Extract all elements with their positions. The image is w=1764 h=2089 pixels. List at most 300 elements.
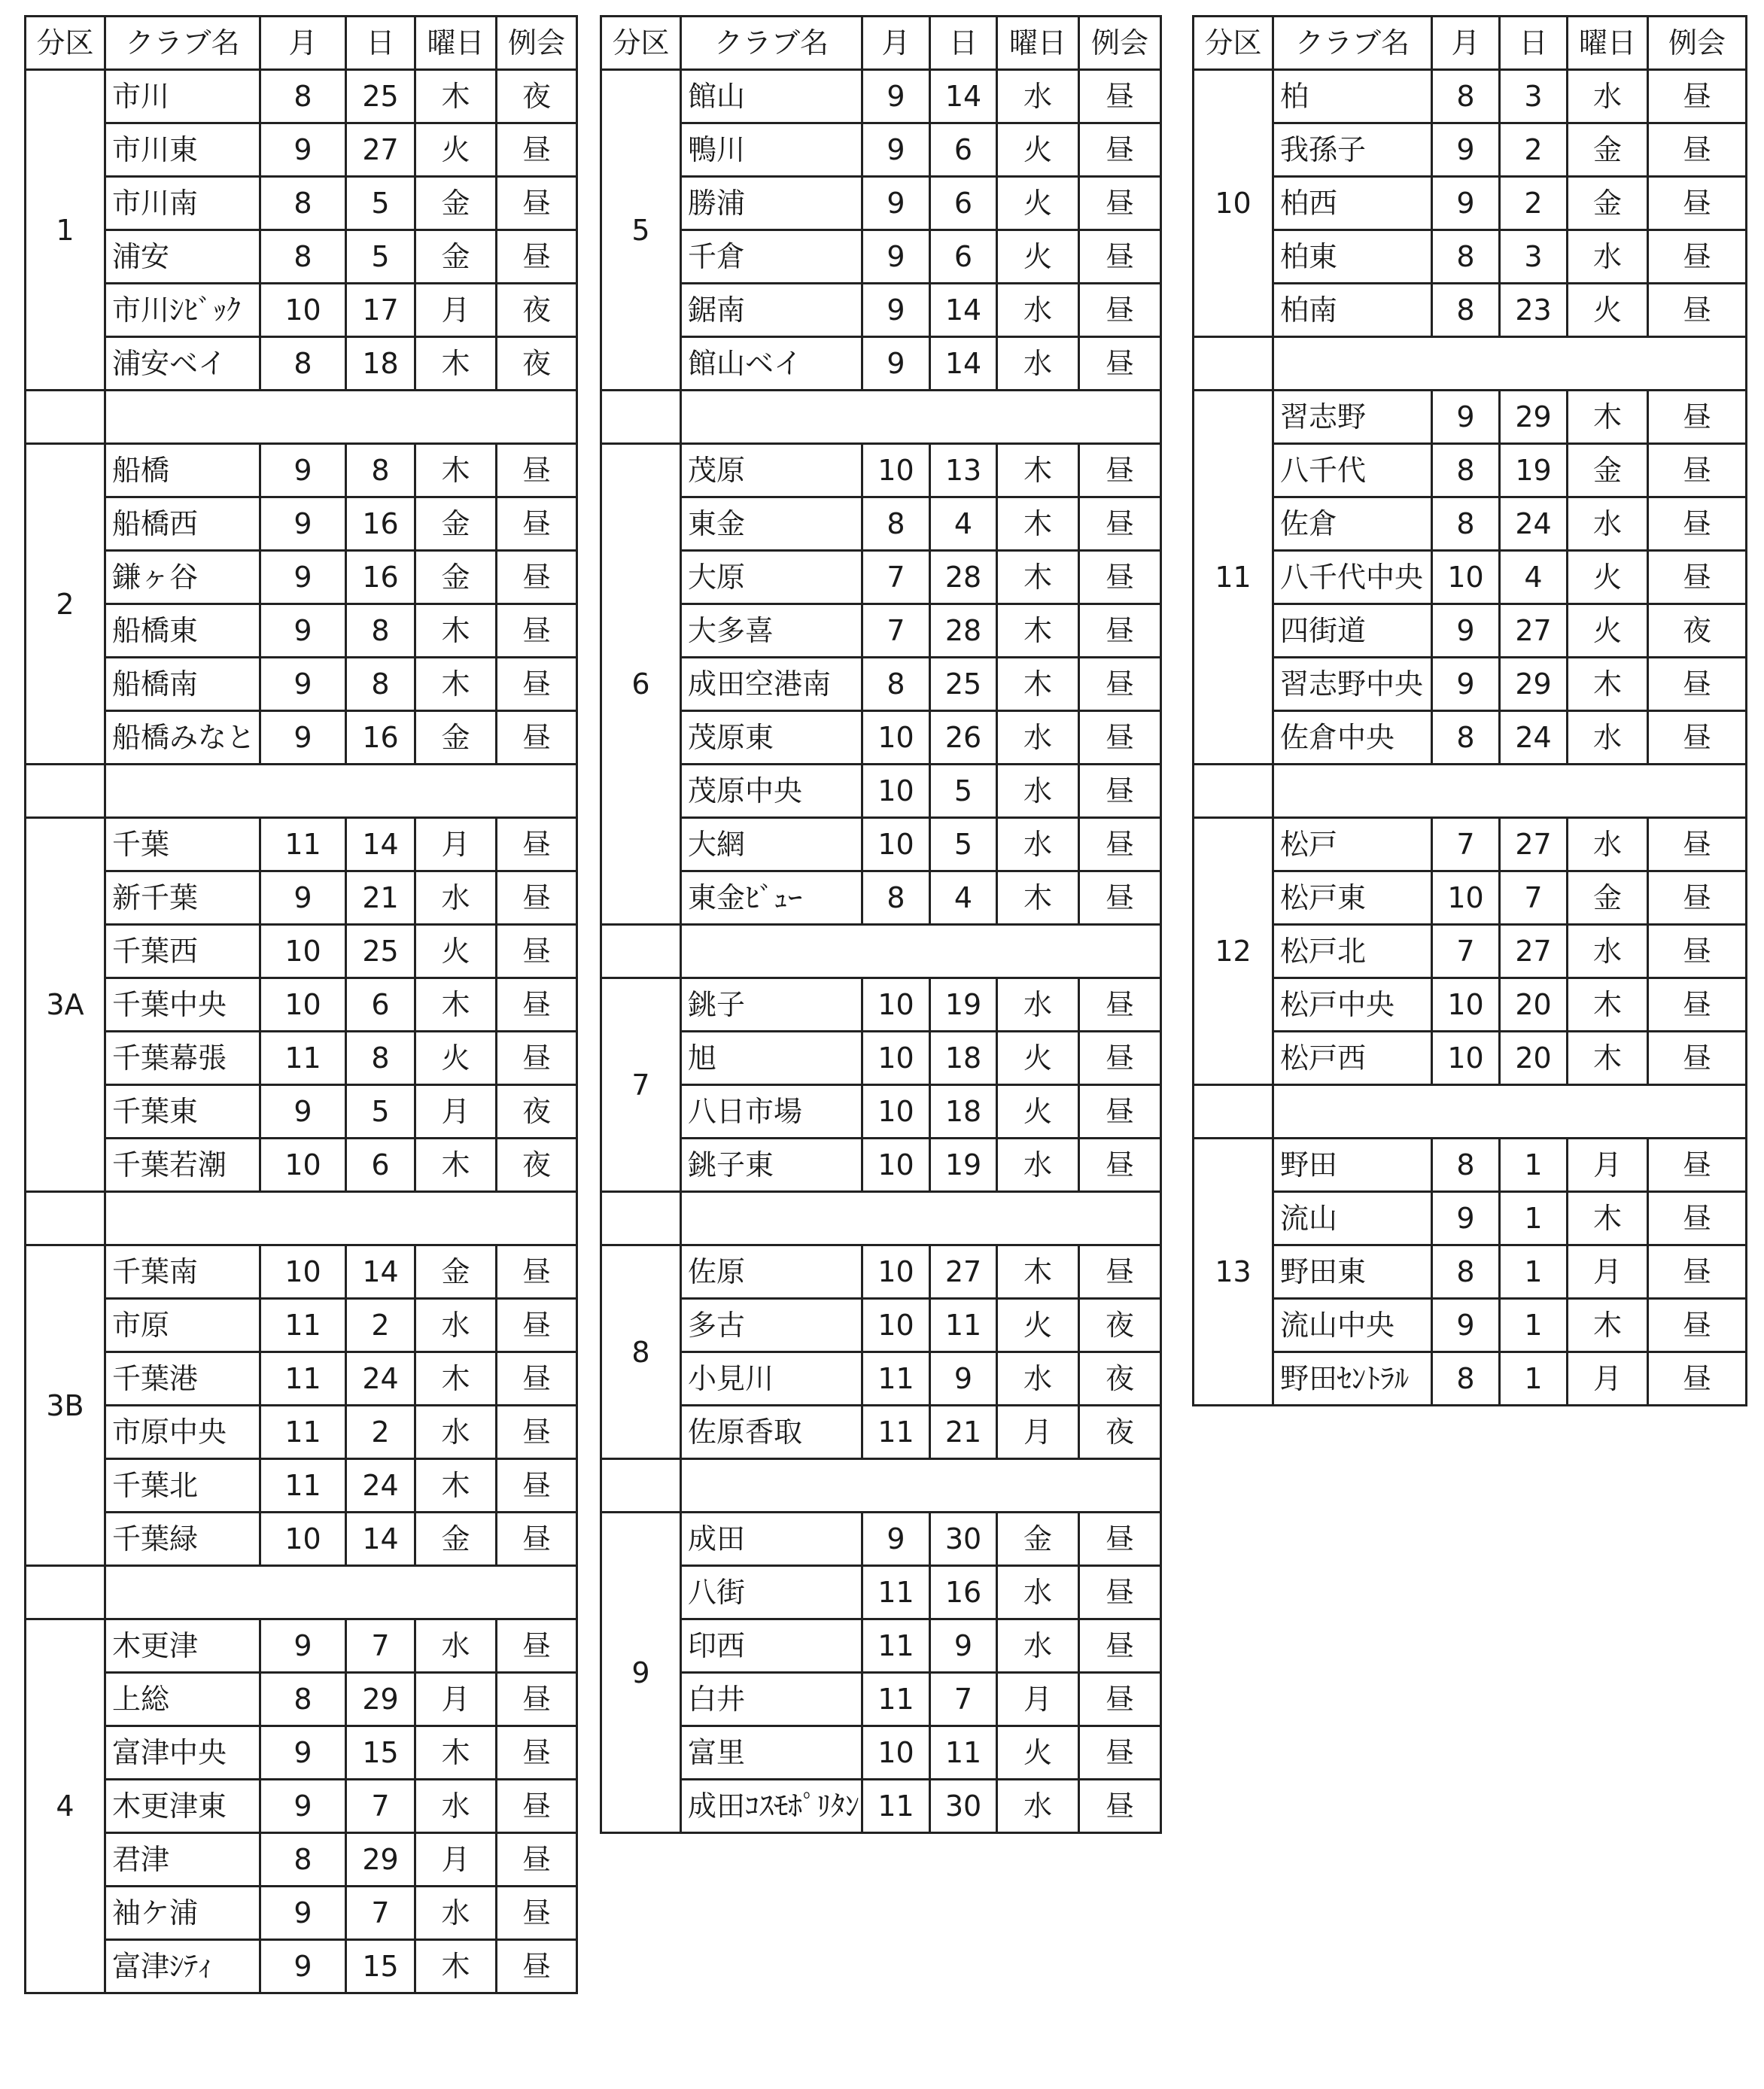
club-name-cell: 東金ﾋﾞｭｰ (681, 871, 862, 925)
weekday-cell: 火 (415, 1032, 497, 1085)
month-cell: 10 (260, 925, 346, 978)
day-cell: 24 (1500, 711, 1568, 765)
weekday-cell: 月 (415, 1085, 497, 1139)
weekday-cell: 火 (415, 123, 497, 177)
day-cell: 5 (346, 230, 415, 284)
table-row (26, 1299, 577, 1352)
club-name-cell: 千葉南 (105, 1245, 260, 1299)
day-cell: 5 (930, 818, 997, 871)
club-name-cell: 成田 (681, 1513, 862, 1566)
spacer-row (26, 1566, 577, 1619)
day-cell: 2 (346, 1406, 415, 1459)
month-cell: 10 (862, 765, 930, 818)
day-cell: 5 (346, 177, 415, 230)
club-name-cell: 茂原中央 (681, 765, 862, 818)
club-name-cell: 旭 (681, 1032, 862, 1085)
month-cell: 8 (862, 871, 930, 925)
weekday-cell: 木 (415, 337, 497, 391)
spacer-row (601, 1459, 1161, 1513)
weekday-cell: 木 (997, 871, 1079, 925)
club-name-cell: 千倉 (681, 230, 862, 284)
day-cell: 6 (930, 123, 997, 177)
month-cell: 10 (260, 978, 346, 1032)
spacer-cell (681, 1459, 1161, 1513)
month-cell: 9 (260, 604, 346, 658)
club-name-cell: 市原 (105, 1299, 260, 1352)
header-day: 日 (346, 17, 415, 70)
day-cell: 14 (930, 337, 997, 391)
meeting-cell: 夜 (497, 1085, 577, 1139)
weekday-cell: 木 (997, 1245, 1079, 1299)
table-row (1194, 70, 1747, 123)
club-name-cell: 成田空港南 (681, 658, 862, 711)
weekday-cell: 水 (415, 1887, 497, 1940)
month-cell: 8 (1432, 284, 1500, 337)
meeting-cell: 昼 (497, 1352, 577, 1406)
weekday-cell: 金 (415, 711, 497, 765)
day-cell: 7 (346, 1619, 415, 1673)
month-cell: 10 (1432, 1032, 1500, 1085)
meeting-cell: 昼 (1079, 1566, 1161, 1619)
weekday-cell: 金 (415, 497, 497, 551)
meeting-cell: 昼 (1079, 551, 1161, 604)
header-weekday: 曜日 (415, 17, 497, 70)
meeting-cell: 昼 (1648, 123, 1747, 177)
club-name-cell: 市原中央 (105, 1406, 260, 1459)
table-row (26, 1726, 577, 1780)
month-cell: 9 (1432, 177, 1500, 230)
club-name-cell: 柏南 (1273, 284, 1432, 337)
day-cell: 16 (930, 1566, 997, 1619)
day-cell: 18 (346, 337, 415, 391)
weekday-cell: 水 (997, 978, 1079, 1032)
month-cell: 8 (1432, 70, 1500, 123)
table-row (1194, 123, 1747, 177)
table-row (601, 177, 1161, 230)
spacer-cell (601, 1192, 681, 1245)
weekday-cell: 木 (415, 658, 497, 711)
division-cell: 7 (601, 978, 681, 1192)
club-name-cell: 佐倉中央 (1273, 711, 1432, 765)
spacer-cell (1194, 765, 1273, 818)
weekday-cell: 水 (415, 1406, 497, 1459)
table-row (1194, 177, 1747, 230)
weekday-cell: 木 (1568, 391, 1648, 444)
day-cell: 16 (346, 497, 415, 551)
meeting-cell: 昼 (1079, 1780, 1161, 1833)
club-name-cell: 鴨川 (681, 123, 862, 177)
club-name-cell: 八千代中央 (1273, 551, 1432, 604)
spacer-row (1194, 1085, 1747, 1139)
weekday-cell: 月 (1568, 1352, 1648, 1406)
weekday-cell: 木 (415, 1139, 497, 1192)
month-cell: 10 (862, 818, 930, 871)
club-name-cell: 千葉中央 (105, 978, 260, 1032)
month-cell: 9 (862, 1513, 930, 1566)
day-cell: 3 (1500, 70, 1568, 123)
weekday-cell: 水 (997, 765, 1079, 818)
month-cell: 9 (862, 123, 930, 177)
day-cell: 15 (346, 1940, 415, 1993)
day-cell: 24 (346, 1352, 415, 1406)
table-row (601, 70, 1161, 123)
weekday-cell: 水 (1568, 497, 1648, 551)
club-name-cell: 館山 (681, 70, 862, 123)
weekday-cell: 火 (997, 1726, 1079, 1780)
club-name-cell: 多古 (681, 1299, 862, 1352)
table-row (26, 1459, 577, 1513)
day-cell: 7 (1500, 871, 1568, 925)
day-cell: 17 (346, 284, 415, 337)
table-row (601, 230, 1161, 284)
day-cell: 8 (346, 444, 415, 497)
weekday-cell: 水 (1568, 711, 1648, 765)
club-name-cell: 銚子東 (681, 1139, 862, 1192)
weekday-cell: 木 (415, 978, 497, 1032)
day-cell: 27 (1500, 604, 1568, 658)
weekday-cell: 木 (997, 497, 1079, 551)
table-row (1194, 284, 1747, 337)
meeting-cell: 昼 (1648, 391, 1747, 444)
month-cell: 10 (862, 1032, 930, 1085)
day-cell: 1 (1500, 1192, 1568, 1245)
month-cell: 8 (260, 177, 346, 230)
meeting-cell: 昼 (1648, 711, 1747, 765)
month-cell: 11 (862, 1673, 930, 1726)
division-cell: 6 (601, 444, 681, 925)
club-name-cell: 袖ケ浦 (105, 1887, 260, 1940)
meeting-cell: 昼 (497, 978, 577, 1032)
spacer-cell (105, 1192, 577, 1245)
month-cell: 9 (1432, 123, 1500, 177)
month-cell: 9 (862, 70, 930, 123)
day-cell: 9 (930, 1352, 997, 1406)
meeting-cell: 昼 (1079, 1513, 1161, 1566)
table-row (26, 978, 577, 1032)
day-cell: 4 (1500, 551, 1568, 604)
table-row (1194, 1192, 1747, 1245)
month-cell: 9 (1432, 1299, 1500, 1352)
club-name-cell: 木更津東 (105, 1780, 260, 1833)
weekday-cell: 火 (1568, 551, 1648, 604)
table-row (601, 871, 1161, 925)
header-day: 日 (930, 17, 997, 70)
division-cell: 10 (1194, 70, 1273, 337)
weekday-cell: 水 (997, 1139, 1079, 1192)
month-cell: 11 (260, 818, 346, 871)
meeting-cell: 昼 (1079, 177, 1161, 230)
month-cell: 11 (260, 1352, 346, 1406)
club-name-cell: 船橋西 (105, 497, 260, 551)
weekday-cell: 金 (415, 1245, 497, 1299)
club-name-cell: 鋸南 (681, 284, 862, 337)
club-name-cell: 木更津 (105, 1619, 260, 1673)
month-cell: 10 (862, 444, 930, 497)
spacer-cell (1273, 765, 1747, 818)
month-cell: 10 (862, 978, 930, 1032)
table-row (601, 123, 1161, 177)
meeting-cell: 昼 (1648, 658, 1747, 711)
club-name-cell: 白井 (681, 1673, 862, 1726)
weekday-cell: 木 (1568, 1192, 1648, 1245)
day-cell: 30 (930, 1780, 997, 1833)
table-row (26, 818, 577, 871)
weekday-cell: 水 (1568, 818, 1648, 871)
table-row (26, 1352, 577, 1406)
division-cell: 3A (26, 818, 105, 1192)
meeting-cell: 昼 (497, 818, 577, 871)
day-cell: 25 (346, 70, 415, 123)
meeting-cell: 昼 (1648, 1032, 1747, 1085)
month-cell: 10 (862, 1726, 930, 1780)
meeting-cell: 昼 (497, 658, 577, 711)
header-month: 月 (1432, 17, 1500, 70)
month-cell: 11 (260, 1299, 346, 1352)
meeting-cell: 昼 (1648, 70, 1747, 123)
weekday-cell: 木 (1568, 658, 1648, 711)
weekday-cell: 火 (1568, 604, 1648, 658)
meeting-cell: 昼 (1648, 284, 1747, 337)
month-cell: 8 (1432, 444, 1500, 497)
weekday-cell: 火 (415, 925, 497, 978)
weekday-cell: 金 (997, 1513, 1079, 1566)
table-row (601, 337, 1161, 391)
club-name-cell: 勝浦 (681, 177, 862, 230)
meeting-cell: 昼 (1079, 444, 1161, 497)
club-name-cell: 君津 (105, 1833, 260, 1887)
club-name-cell: 市川南 (105, 177, 260, 230)
meeting-cell: 昼 (1648, 1139, 1747, 1192)
club-name-cell: 千葉東 (105, 1085, 260, 1139)
day-cell: 29 (346, 1833, 415, 1887)
day-cell: 19 (930, 1139, 997, 1192)
meeting-cell: 夜 (497, 70, 577, 123)
table-row (601, 818, 1161, 871)
table-row (26, 1139, 577, 1192)
header-month: 月 (862, 17, 930, 70)
table-row (26, 1833, 577, 1887)
day-cell: 26 (930, 711, 997, 765)
weekday-cell: 水 (415, 1619, 497, 1673)
weekday-cell: 月 (1568, 1139, 1648, 1192)
header-weekday: 曜日 (1568, 17, 1648, 70)
club-name-cell: 東金 (681, 497, 862, 551)
table-row (26, 871, 577, 925)
club-name-cell: 富津ｼﾃｨ (105, 1940, 260, 1993)
day-cell: 8 (346, 604, 415, 658)
table-row (1194, 391, 1747, 444)
spacer-row (601, 1192, 1161, 1245)
header-day: 日 (1500, 17, 1568, 70)
table-row (601, 1139, 1161, 1192)
day-cell: 1 (1500, 1245, 1568, 1299)
day-cell: 2 (346, 1299, 415, 1352)
weekday-cell: 水 (997, 70, 1079, 123)
day-cell: 11 (930, 1726, 997, 1780)
weekday-cell: 金 (415, 177, 497, 230)
spacer-row (1194, 765, 1747, 818)
table-row (26, 1513, 577, 1566)
header-row (601, 17, 1161, 70)
meeting-cell: 昼 (1648, 551, 1747, 604)
day-cell: 2 (1500, 123, 1568, 177)
club-name-cell: 船橋 (105, 444, 260, 497)
header-meeting: 例会 (497, 17, 577, 70)
table-row (1194, 1299, 1747, 1352)
table-row (26, 1780, 577, 1833)
meeting-cell: 昼 (1648, 871, 1747, 925)
spacer-row (601, 925, 1161, 978)
table-row (26, 1406, 577, 1459)
meeting-cell: 昼 (1648, 925, 1747, 978)
weekday-cell: 木 (1568, 978, 1648, 1032)
club-name-cell: 小見川 (681, 1352, 862, 1406)
day-cell: 14 (346, 1245, 415, 1299)
table-row (601, 1245, 1161, 1299)
club-name-cell: 野田 (1273, 1139, 1432, 1192)
day-cell: 28 (930, 604, 997, 658)
club-name-cell: 茂原東 (681, 711, 862, 765)
spacer-row (1194, 337, 1747, 391)
table-row (1194, 1245, 1747, 1299)
table-row (26, 230, 577, 284)
weekday-cell: 水 (415, 1780, 497, 1833)
meeting-cell: 昼 (1079, 123, 1161, 177)
header-club-name: クラブ名 (105, 17, 260, 70)
table-row (1194, 978, 1747, 1032)
weekday-cell: 金 (1568, 444, 1648, 497)
club-name-cell: 松戸西 (1273, 1032, 1432, 1085)
spacer-row (601, 391, 1161, 444)
header-meeting: 例会 (1079, 17, 1161, 70)
table-row (601, 711, 1161, 765)
weekday-cell: 水 (997, 711, 1079, 765)
club-name-cell: 野田ｾﾝﾄﾗﾙ (1273, 1352, 1432, 1406)
month-cell: 9 (260, 1619, 346, 1673)
month-cell: 11 (260, 1406, 346, 1459)
club-name-cell: 松戸 (1273, 818, 1432, 871)
division-cell: 13 (1194, 1139, 1273, 1406)
meeting-cell: 昼 (1079, 497, 1161, 551)
table-row (26, 1887, 577, 1940)
meeting-cell: 昼 (497, 925, 577, 978)
table-row (1194, 925, 1747, 978)
club-name-cell: 大網 (681, 818, 862, 871)
weekday-cell: 木 (415, 604, 497, 658)
division-cell: 3B (26, 1245, 105, 1566)
table-row (601, 1352, 1161, 1406)
month-cell: 9 (260, 1726, 346, 1780)
division-cell: 9 (601, 1513, 681, 1833)
table-row (601, 1032, 1161, 1085)
month-cell: 8 (1432, 1245, 1500, 1299)
club-name-cell: 千葉港 (105, 1352, 260, 1406)
month-cell: 10 (1432, 871, 1500, 925)
month-cell: 10 (862, 711, 930, 765)
weekday-cell: 水 (997, 1619, 1079, 1673)
meeting-cell: 昼 (1079, 978, 1161, 1032)
weekday-cell: 水 (997, 1780, 1079, 1833)
club-name-cell: 松戸東 (1273, 871, 1432, 925)
club-name-cell: 柏西 (1273, 177, 1432, 230)
club-name-cell: 流山中央 (1273, 1299, 1432, 1352)
meeting-cell: 昼 (497, 1833, 577, 1887)
weekday-cell: 木 (1568, 1032, 1648, 1085)
day-cell: 14 (346, 1513, 415, 1566)
month-cell: 11 (862, 1619, 930, 1673)
club-name-cell: 流山 (1273, 1192, 1432, 1245)
table-row (26, 1673, 577, 1726)
club-name-cell: 印西 (681, 1619, 862, 1673)
weekday-cell: 月 (415, 818, 497, 871)
day-cell: 27 (1500, 925, 1568, 978)
month-cell: 8 (862, 658, 930, 711)
weekday-cell: 火 (997, 1299, 1079, 1352)
meeting-cell: 夜 (1079, 1299, 1161, 1352)
table-row (1194, 1139, 1747, 1192)
table-row (601, 497, 1161, 551)
meeting-cell: 昼 (1079, 658, 1161, 711)
club-name-cell: 千葉西 (105, 925, 260, 978)
meeting-cell: 昼 (1079, 711, 1161, 765)
meeting-cell: 夜 (497, 284, 577, 337)
meeting-cell: 昼 (1648, 230, 1747, 284)
table-row (1194, 230, 1747, 284)
meeting-cell: 昼 (497, 711, 577, 765)
month-cell: 8 (260, 337, 346, 391)
meeting-cell: 昼 (1079, 1085, 1161, 1139)
weekday-cell: 月 (415, 1833, 497, 1887)
table-row (1194, 497, 1747, 551)
meeting-cell: 夜 (1079, 1352, 1161, 1406)
month-cell: 9 (862, 177, 930, 230)
club-name-cell: 鎌ヶ谷 (105, 551, 260, 604)
month-cell: 10 (260, 1245, 346, 1299)
weekday-cell: 火 (997, 230, 1079, 284)
day-cell: 24 (346, 1459, 415, 1513)
weekday-cell: 火 (1568, 284, 1648, 337)
header-division: 分区 (26, 17, 105, 70)
table-row (26, 70, 577, 123)
meeting-cell: 昼 (1079, 284, 1161, 337)
weekday-cell: 火 (997, 123, 1079, 177)
table-row (26, 604, 577, 658)
weekday-cell: 水 (415, 871, 497, 925)
meeting-cell: 昼 (1079, 871, 1161, 925)
club-name-cell: 市川ｼﾋﾞｯｸ (105, 284, 260, 337)
weekday-cell: 木 (1568, 1299, 1648, 1352)
month-cell: 9 (862, 337, 930, 391)
division-cell: 5 (601, 70, 681, 391)
club-name-cell: 柏 (1273, 70, 1432, 123)
day-cell: 7 (346, 1887, 415, 1940)
month-cell: 9 (260, 497, 346, 551)
day-cell: 1 (1500, 1139, 1568, 1192)
spacer-cell (601, 1459, 681, 1513)
club-name-cell: 八日市場 (681, 1085, 862, 1139)
month-cell: 9 (260, 1887, 346, 1940)
month-cell: 8 (260, 230, 346, 284)
table-row (1194, 551, 1747, 604)
weekday-cell: 月 (997, 1673, 1079, 1726)
day-cell: 14 (346, 818, 415, 871)
table-row (601, 1513, 1161, 1566)
day-cell: 6 (346, 978, 415, 1032)
day-cell: 4 (930, 497, 997, 551)
spacer-cell (26, 1566, 105, 1619)
meeting-cell: 昼 (1648, 497, 1747, 551)
meeting-cell: 昼 (497, 230, 577, 284)
